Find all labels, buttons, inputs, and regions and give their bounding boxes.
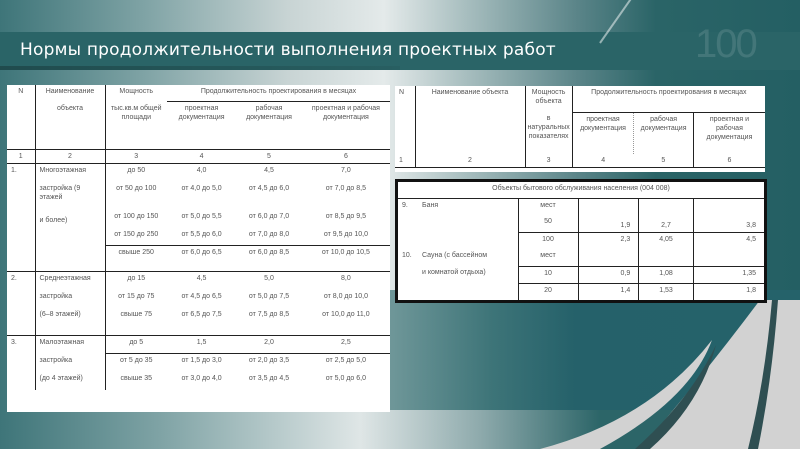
object-name-line: Малоэтажная	[39, 339, 85, 346]
value-cell: от 5,5 до 6,0	[181, 230, 222, 238]
value-cell: 7,0	[341, 167, 351, 174]
title-bar-shadow	[0, 66, 400, 70]
value-cell: 2,3	[578, 232, 639, 249]
object-name	[418, 249, 518, 300]
header-capacity-sub: тыс.кв.м общей площади	[110, 105, 162, 121]
value-cell: 1,8	[693, 283, 764, 300]
value-cell: 1,08	[639, 266, 694, 283]
background-bottom-gradient	[0, 410, 800, 449]
table-residential-norms	[7, 85, 390, 412]
table-services-body	[395, 179, 767, 303]
index-cell: 1	[399, 157, 403, 164]
capacity-cell: от 15 до 75	[105, 290, 167, 308]
value-cell: 2,5	[341, 339, 351, 346]
header-both-doc: проектная и рабочая документация	[311, 105, 380, 121]
value-cell: 2,0	[264, 339, 274, 346]
capacity-cell: 20	[518, 283, 578, 300]
value-cell: от 7,5 до 8,5	[248, 310, 290, 318]
header-capacity-sub: в натуральных показателях	[525, 112, 572, 154]
object-name-line: Многоэтажная	[39, 167, 87, 174]
table-row	[398, 198, 764, 215]
value-cell: от 4,5 до 6,0	[248, 184, 290, 192]
capacity-cell: от 5 до 35	[105, 354, 167, 372]
value-cell: от 8,5 до 9,5	[325, 212, 367, 220]
empty-cell	[578, 249, 639, 266]
value-cell: от 5,0 до 7,5	[248, 292, 290, 300]
value-cell: от 5,0 до 5,5	[181, 212, 222, 220]
row-number: 10.	[402, 252, 412, 259]
value-cell: 4,5	[196, 275, 207, 282]
value-cell: от 10,0 до 11,0	[322, 310, 370, 318]
capacity-cell: до 15	[105, 272, 167, 290]
value-cell: от 3,0 до 4,0	[181, 374, 222, 382]
object-name-line: Среднеэтажная	[39, 275, 91, 282]
capacity-cell: свыше 75	[105, 308, 167, 336]
value-cell: от 6,0 до 8,5	[248, 249, 290, 256]
value-cell: 1,35	[693, 266, 764, 283]
value-cell: 8,0	[341, 275, 351, 282]
header-project-doc: проектная документация	[178, 105, 225, 121]
header-both-doc: проектная и рабочая документация	[693, 112, 765, 154]
value-cell: от 1,5 до 3,0	[181, 357, 222, 364]
object-name-line: застройка (9 этажей	[39, 185, 81, 201]
object-name-line: застройка	[39, 293, 73, 300]
object-name-line: застройка	[39, 357, 73, 364]
object-name	[35, 336, 105, 390]
index-cell: 4	[199, 153, 204, 160]
value-cell: 1,4	[578, 283, 639, 300]
value-cell: от 2,0 до 3,5	[248, 357, 290, 364]
capacity-cell: от 100 до 150	[105, 210, 167, 228]
index-cell: 5	[661, 157, 666, 164]
value-cell: 4,0	[196, 167, 207, 174]
value-cell: от 6,0 до 6,5	[181, 249, 222, 256]
header-n: N	[18, 88, 24, 95]
value-cell: от 4,0 до 5,0	[181, 184, 222, 192]
header-duration: Продолжительность проектирования в месяцах	[167, 85, 390, 102]
object-name: Баня	[422, 201, 439, 209]
index-cell: 6	[693, 154, 765, 168]
capacity-cell: 10	[518, 266, 578, 283]
header-name	[35, 85, 105, 150]
header-working-doc: рабочая документация	[246, 105, 292, 121]
unit-cell: мест	[518, 198, 578, 215]
header-capacity	[105, 85, 167, 150]
value-cell: 4,5	[264, 167, 274, 174]
index-cell: 1	[18, 153, 23, 160]
header-name-sub: объекта	[56, 105, 84, 112]
object-name-line: Сауна (с бассейном	[422, 252, 488, 259]
header-capacity: Мощность объекта	[525, 86, 572, 112]
value-cell: от 9,5 до 10,0	[323, 230, 368, 238]
capacity-cell: до 50	[105, 164, 167, 182]
capacity-cell: до 5	[105, 336, 167, 354]
object-name-line: и более)	[39, 217, 68, 224]
index-cell: 4	[572, 154, 634, 168]
value-cell: 0,9	[578, 266, 639, 283]
section-title: Объекты бытового обслуживания населения (004 008)	[492, 185, 670, 192]
unit-cell: мест	[518, 249, 578, 266]
index-cell: 2	[415, 154, 525, 168]
table-row	[7, 336, 390, 354]
header-project-doc: проектная документация	[572, 112, 634, 154]
index-cell: 3	[525, 154, 572, 168]
table-services-header	[395, 86, 765, 172]
table-row	[7, 272, 390, 290]
object-name-line: (6–8 этажей)	[39, 311, 81, 318]
value-cell: 2,7	[639, 198, 694, 232]
header-n: N	[399, 89, 405, 96]
capacity-cell: от 150 до 250	[105, 228, 167, 246]
value-cell: от 3,5 до 4,5	[248, 374, 290, 382]
value-cell: 4,05	[639, 232, 694, 249]
table-row	[7, 164, 390, 182]
header-working-doc: рабочая документация	[634, 112, 694, 154]
value-cell: от 6,0 до 7,0	[248, 212, 290, 220]
table-row	[398, 249, 764, 266]
value-cell: от 6,5 до 7,5	[181, 310, 222, 318]
value-cell: от 8,0 до 10,0	[323, 292, 368, 300]
index-cell: 3	[105, 150, 167, 164]
capacity-cell: свыше 35	[105, 372, 167, 390]
capacity-cell: 100	[518, 232, 578, 249]
empty-cell	[693, 249, 764, 266]
object-name	[35, 164, 105, 272]
object-name-line: и комнатой отдыха)	[422, 269, 486, 276]
capacity-cell: от 50 до 100	[105, 182, 167, 210]
index-cell: 2	[35, 150, 105, 164]
value-cell: от 5,0 до 6,0	[325, 374, 367, 382]
header-duration: Продолжительность проектирования в месяцах	[572, 86, 765, 112]
value-cell: 1,9	[578, 198, 639, 232]
index-cell: 5	[267, 153, 271, 160]
empty-cell	[639, 249, 694, 266]
capacity-cell: свыше 250	[105, 246, 167, 272]
index-cell: 6	[343, 153, 348, 160]
value-cell: от 10,0 до 10,5	[321, 249, 370, 256]
page-title: Нормы продолжительности выполнения проектных работ	[20, 40, 556, 60]
value-cell: 1,5	[196, 339, 207, 346]
row-number: 1.	[11, 167, 17, 174]
object-name	[35, 272, 105, 336]
value-cell: 3,8	[693, 198, 764, 232]
value-cell: 1,53	[639, 283, 694, 300]
value-cell: от 4,5 до 6,5	[181, 292, 222, 300]
value-cell: 5,0	[264, 275, 274, 282]
row-number: 3.	[11, 339, 17, 346]
header-name-label: Наименование	[45, 88, 95, 95]
value-cell: 4,5	[693, 232, 764, 249]
capacity-cell: 50	[518, 215, 578, 232]
header-capacity-label: Мощность	[119, 88, 154, 95]
object-name-line: (до 4 этажей)	[39, 375, 83, 382]
row-number: 2.	[11, 275, 17, 282]
value-cell: от 7,0 до 8,0	[248, 230, 290, 238]
value-cell: от 2,5 до 5,0	[325, 357, 367, 364]
row-number: 9.	[402, 201, 408, 209]
header-name: Наименование объекта	[415, 86, 525, 154]
logo-mark: 100	[695, 22, 756, 66]
value-cell: от 7,0 до 8,5	[325, 184, 367, 192]
